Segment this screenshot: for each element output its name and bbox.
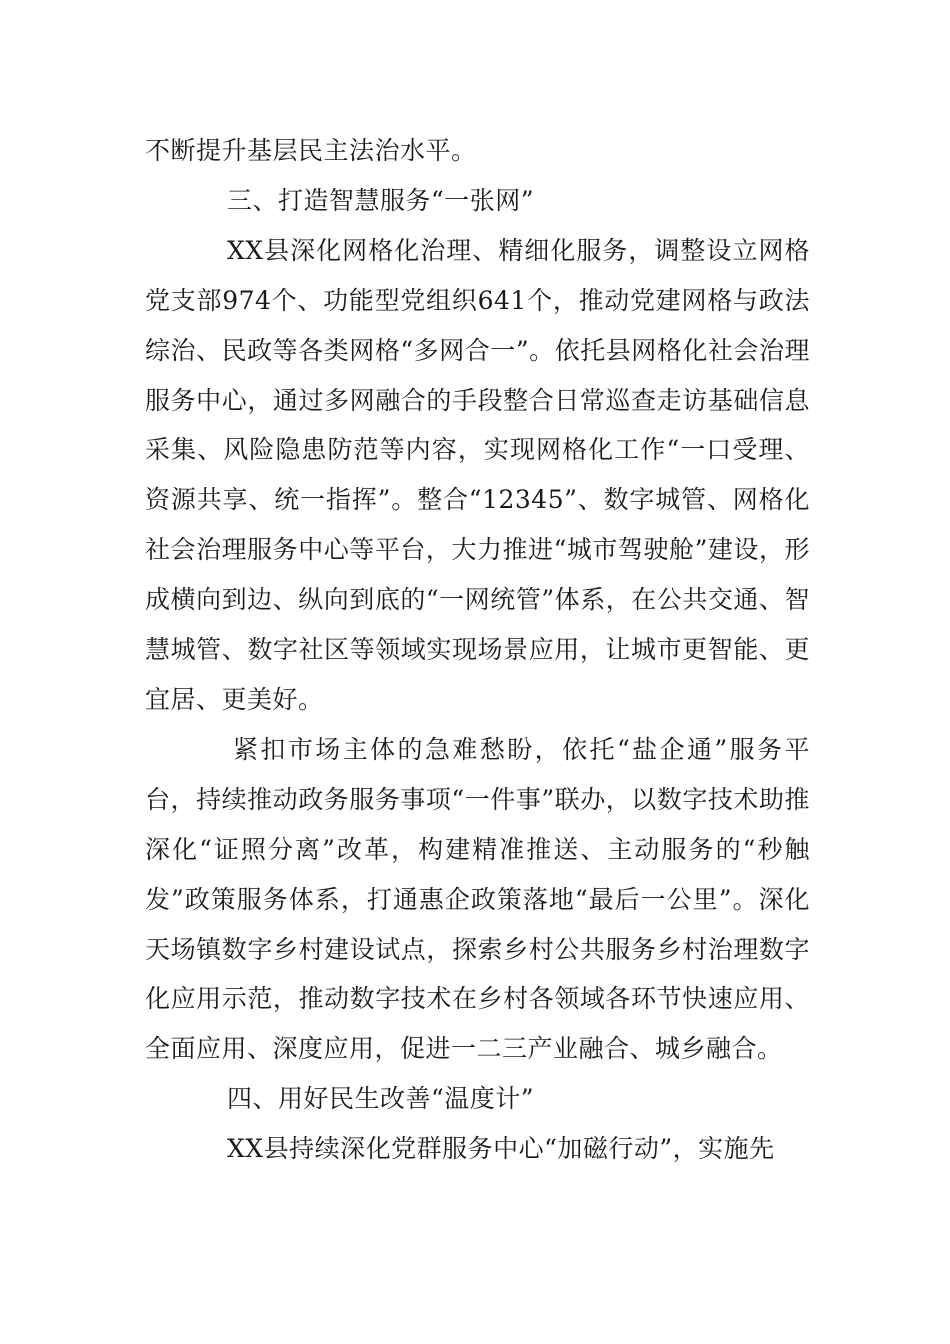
paragraph-party-service: XX县持续深化党群服务中心“加磁行动”，实施先 [227,1134,775,1164]
section-heading-3: 三、打造智慧服务“一张网” [227,185,535,215]
paragraph-market-service: 紧扣市场主体的急难愁盼，依托“盐企通”服务平台，持续推动政务服务事项“一件事”联办，以数字技术助推深化“证照分离”改革，构建精准推送、主动服务的“秒触发”政策服务体系，打通惠企政策落地“最后一公里”。深化天场镇数字乡村建设试点，探索乡村公共服务乡村治理数字化应用示范，推动数字技术在乡村各领域各环节快速应用、全面应用、深度应用，促进一二三产业融合、城乡融合。 [145,734,810,1064]
document-body [145,126,810,1174]
section-heading-4: 四、用好民生改善“温度计” [227,1084,535,1114]
paragraph-continuation: 不断提升基层民主法治水平。 [145,136,477,165]
paragraph-grid-governance: XX县深化网格化治理、精细化服务，调整设立网格党支部974个、功能型党组织641个，推动党建网格与政法综治、民政等各类网格“多网合一”。依托县网格化社会治理服务中心，通过多网融合的手段整合日常巡查走访基础信息采集、风险隐患防范等内容，实现网格化工作“一口受理、资源共享、统一指挥”。整合“12345”、数字城管、网格化社会治理服务中心等平台，大力推进“城市驾驶舱”建设，形成横向到边、纵向到底的“一网统管”体系，在公共交通、智慧城管、数字社区等领域实现场景应用，让城市更智能、更宜居、更美好。 [145,235,810,714]
